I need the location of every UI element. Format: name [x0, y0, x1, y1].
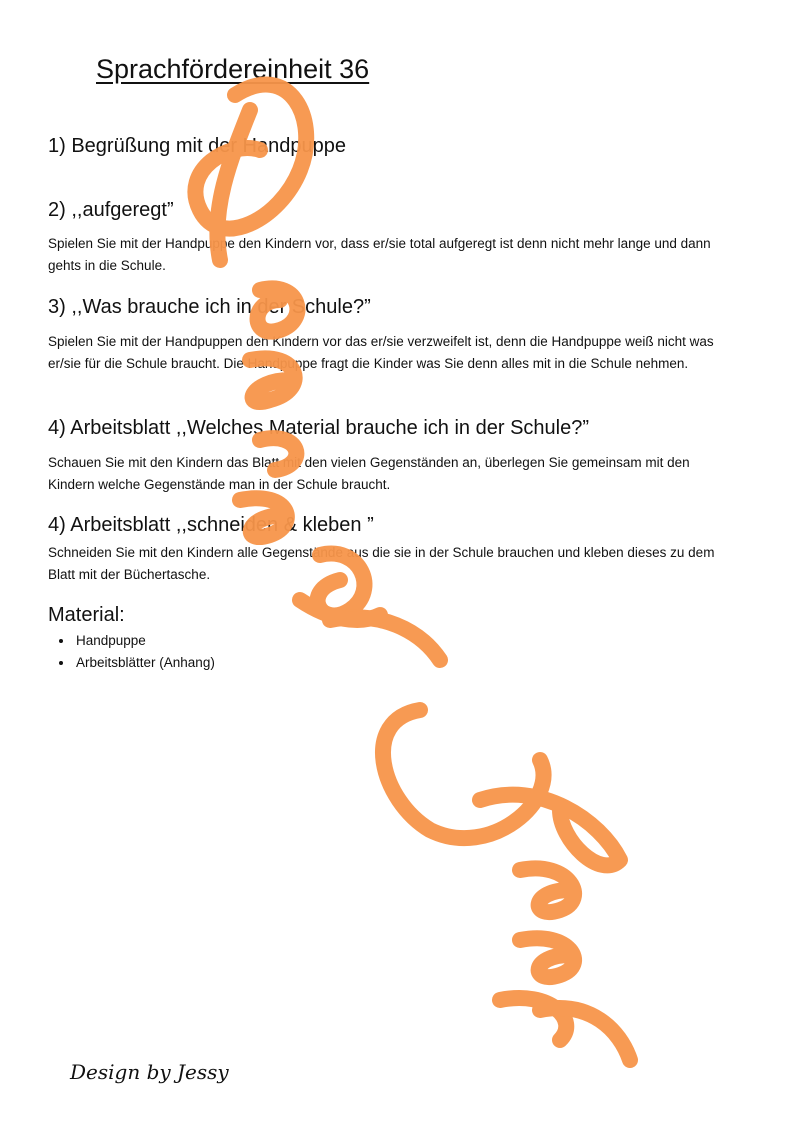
section-body: Schauen Sie mit den Kindern das Blatt mit den vielen Gegenständen an, überlegen Sie gemeinsam mit den Kindern welche Gegenstände man in der Schule braucht.	[48, 455, 690, 492]
signature-logo: Design by Jessy	[70, 1060, 229, 1084]
section-heading: 2) ,,aufgeregt”	[48, 199, 174, 221]
section-heading: 4) Arbeitsblatt ,,schneiden & kleben ”	[48, 514, 374, 536]
section-heading: 1) Begrüßung mit der Handpuppe	[48, 135, 346, 157]
material-list	[56, 630, 215, 674]
material-heading: Material:	[48, 604, 125, 626]
section-body: Spielen Sie mit der Handpuppe den Kindern vor, dass er/sie total aufgeregt ist denn nicht mehr lange und dann gehts in die Schule.	[48, 236, 711, 273]
list-item: • Arbeitsblätter (Anhang)	[74, 652, 215, 674]
section-heading: 4) Arbeitsblatt ,,Welches Material brauche ich in der Schule?”	[48, 417, 590, 439]
list-item: • Handpuppe	[74, 630, 215, 652]
section-body: Schneiden Sie mit den Kindern alle Gegenstände aus die sie in der Schule brauchen und kleben dieses zu dem Blatt mit der Büchertasche.	[48, 545, 715, 582]
section-heading: 3) ,,Was brauche ich in der Schule?”	[48, 296, 371, 318]
section-body: Spielen Sie mit der Handpuppen den Kindern vor das er/sie verzweifelt ist, denn die Handpuppe weiß nicht was er/sie für die Schule braucht. Die Handpuppe fragt die Kinder was Sie denn alles mit in die Schule nehmen.	[48, 334, 714, 371]
document-title: Sprachfördereinheit 36	[96, 54, 370, 84]
